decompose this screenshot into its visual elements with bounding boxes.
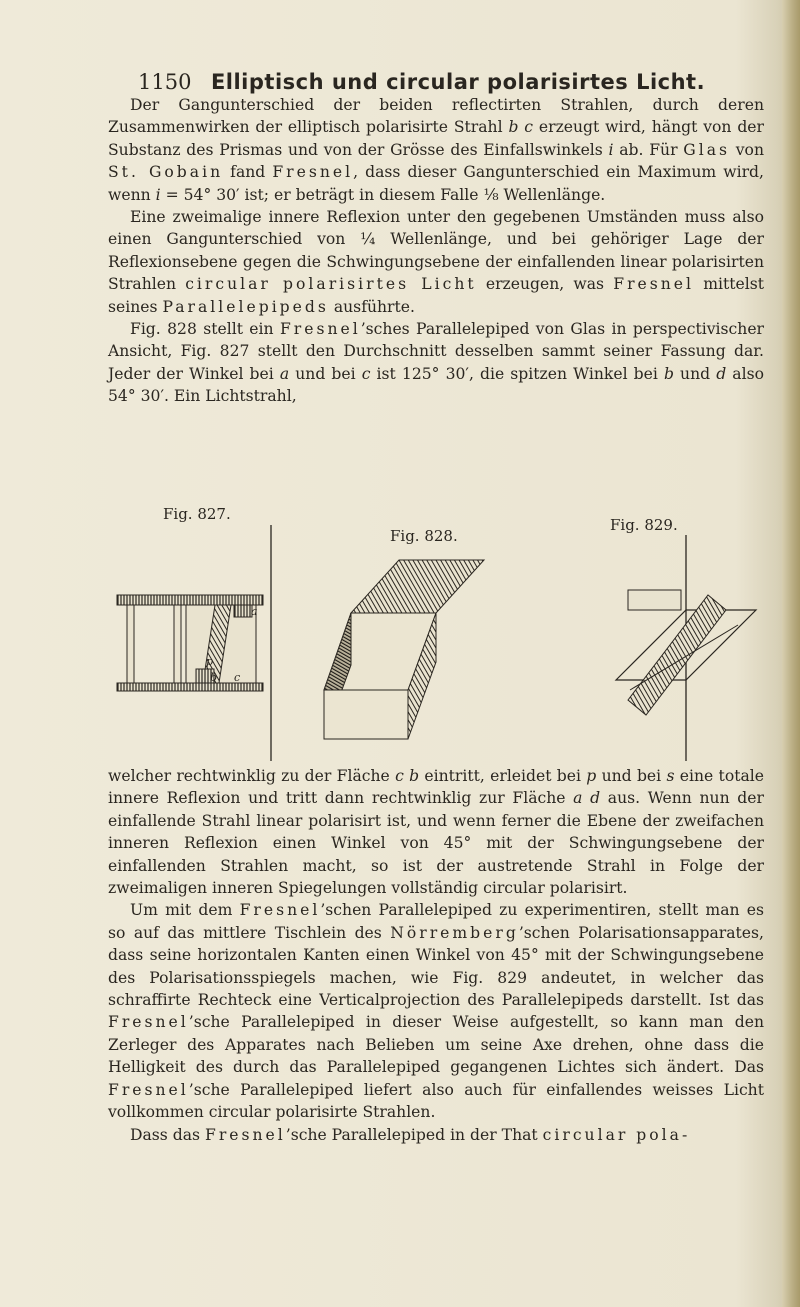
spaced-name: Fresnel (613, 275, 695, 294)
text-run: ’sche Parallelepiped in dieser Weise aufgestellt, so kann man den Zerleger des Apparates nach Belieben um seine Axe drehen, ohne dass die Helligkeit des durch das Parallelepiped gegangenen Lichtes sich ändert. Das (108, 1013, 764, 1077)
text-run: ’sches Parallelepiped von Glas in perspectivischer Ansicht, Fig. 827 stellt den Durchschnitt desselben sammt seiner Fassung dar. Jeder der Winkel bei (108, 320, 764, 383)
fig828-caption: Fig. 828. (390, 527, 458, 545)
fig829-drawing (616, 535, 756, 761)
fig827-right-clamp (234, 605, 252, 617)
text-run: ’schen Polarisationsapparates, dass seine horizontalen Kanten einen Winkel von 45° mit der Schwingungsebene des Polarisationsspiegels machen, wie Fig. 829 andeutet, in welcher das schraffirte Rechteck eine Verticalprojection des Parallelepipeds darstellt. Ist das (108, 923, 764, 1010)
paragraph (108, 765, 764, 899)
fig827-label-p: p (206, 655, 214, 668)
text-run: Eine zweimalige innere Reflexion unter den gegebenen Umständen muss also einen Gangunterschied von ¼ Wellenlänge, und bei gehöriger Lage der Reflexionsebene gegen die Schwingungsebene der einfallenden linear polarisirten Strahlen (108, 208, 764, 294)
text-run: Um mit dem (130, 901, 240, 920)
fig828-drawing (324, 560, 484, 739)
spaced-name: Fresnel (279, 320, 361, 339)
spaced-name: Glas (683, 140, 731, 159)
paragraph (108, 1124, 764, 1146)
fig827-bottom-plate (117, 683, 263, 691)
text-run: Dass das (130, 1125, 205, 1144)
text-run: aus. Wenn nun der einfallende Strahl linear polarisirt ist, und wenn ferner die Ebene der zweifachen inneren Reflexion einen Winkel von 45° mit der Schwingungsebene der einfallenden Strahlen macht, so ist der austretende Strahl in Folge der zweimaligen inneren Spiegelungen vollständig circular polarisirt. (108, 789, 764, 898)
spaced-name: Fresnel (205, 1125, 286, 1144)
fig827-drawing (117, 525, 271, 761)
fig828-top-face (351, 560, 484, 613)
spaced-name: Fresnel (272, 163, 354, 182)
italic-symbol: a d (573, 789, 601, 808)
fig829-caption: Fig. 829. (610, 516, 678, 534)
spaced-name: Parallelepipeds (162, 297, 329, 316)
page-edge (782, 0, 800, 1307)
text-run: ausführte. (328, 297, 415, 316)
text-run: also 54° 30′. Ein Lichtstrahl, (108, 364, 764, 406)
spaced-name: Fresnel (239, 901, 321, 920)
italic-symbol: c b (395, 767, 420, 785)
text-run: , dass dieser Gangunterschied ein Maximum wird, wenn (108, 163, 764, 204)
fig829-upper-tab (628, 590, 681, 610)
text-run: mittelst seines (108, 275, 764, 316)
italic-symbol: b c (508, 118, 534, 137)
text-run: = 54° 30′ ist; er beträgt in diesem Falle ⅛ Wellenlänge. (160, 185, 606, 204)
paragraph (108, 318, 764, 408)
text-run: Fig. 828 stellt ein (130, 320, 280, 339)
text-run: ’schen Parallelepiped zu experimentiren, stellt man es so auf das mittlere Tischlein des (108, 901, 764, 942)
spaced-name: Nörremberg (390, 923, 519, 942)
text-run: ’sche Parallelepiped liefert also auch für einfallendes weisses Licht vollkommen circular polarisirte Strahlen. (108, 1080, 764, 1122)
text-run: ’sche Parallelepiped in der That (285, 1125, 543, 1144)
paragraph (108, 94, 764, 206)
spaced-name: circular polarisirtes Licht (185, 275, 477, 294)
text-run: Der Gangunterschied der beiden reflectirten Strahlen, durch deren Zusammenwirken der elliptisch polarisirte Strahl (108, 96, 764, 137)
italic-symbol: i (155, 185, 161, 204)
text-run: erzeugt wird, hängt von der Substanz des Prismas und von der Grösse des Einfallswinkels (108, 118, 764, 159)
italic-symbol: d (716, 364, 727, 383)
fig828-lower-face (324, 690, 408, 739)
spaced-name: St. Gobain (108, 163, 224, 182)
text-run: und (673, 364, 717, 383)
text-run: ab. Für (613, 140, 684, 159)
figures-row (108, 505, 768, 765)
italic-symbol: s (666, 767, 675, 785)
paragraph (108, 206, 764, 318)
fig827-left-post (127, 605, 134, 683)
italic-symbol: b (663, 364, 674, 383)
text-run: von (730, 140, 764, 159)
fig827-label-b: b (210, 671, 218, 684)
spaced-name: Fresnel (108, 1080, 189, 1099)
text-run: erzeugen, was (476, 275, 614, 294)
body-text-bottom (108, 765, 764, 1146)
text-run: eine totale innere Reflexion und tritt dann rechtwinklig zur Fläche (108, 767, 764, 808)
italic-symbol: p (586, 767, 597, 785)
italic-symbol: i (608, 140, 614, 159)
fig827-label-a: a (251, 605, 258, 618)
text-run: und bei (596, 767, 667, 785)
running-title: Elliptisch und circular polarisirtes Licht. (210, 70, 706, 94)
fig827-top-plate (117, 595, 263, 605)
page-number: 1150 (138, 70, 192, 94)
text-run: welcher rechtwinklig zu der Fläche (108, 767, 396, 785)
text-run: fand (223, 163, 273, 182)
text-run: und bei (289, 364, 362, 383)
paragraph (108, 899, 764, 1123)
body-text-top (108, 94, 764, 408)
italic-symbol: c (361, 364, 371, 383)
spaced-name: circular pola- (542, 1125, 691, 1144)
text-run: ist 125° 30′, die spitzen Winkel bei (370, 364, 664, 383)
fig827-caption: Fig. 827. (163, 505, 231, 523)
fig827-label-c: c (234, 671, 241, 684)
figures-svg (108, 505, 768, 765)
spaced-name: Fresnel (108, 1013, 189, 1032)
fig827-mid-post (174, 605, 181, 683)
text-run: eintritt, erleidet bei (419, 767, 587, 785)
italic-symbol: a (279, 364, 290, 383)
